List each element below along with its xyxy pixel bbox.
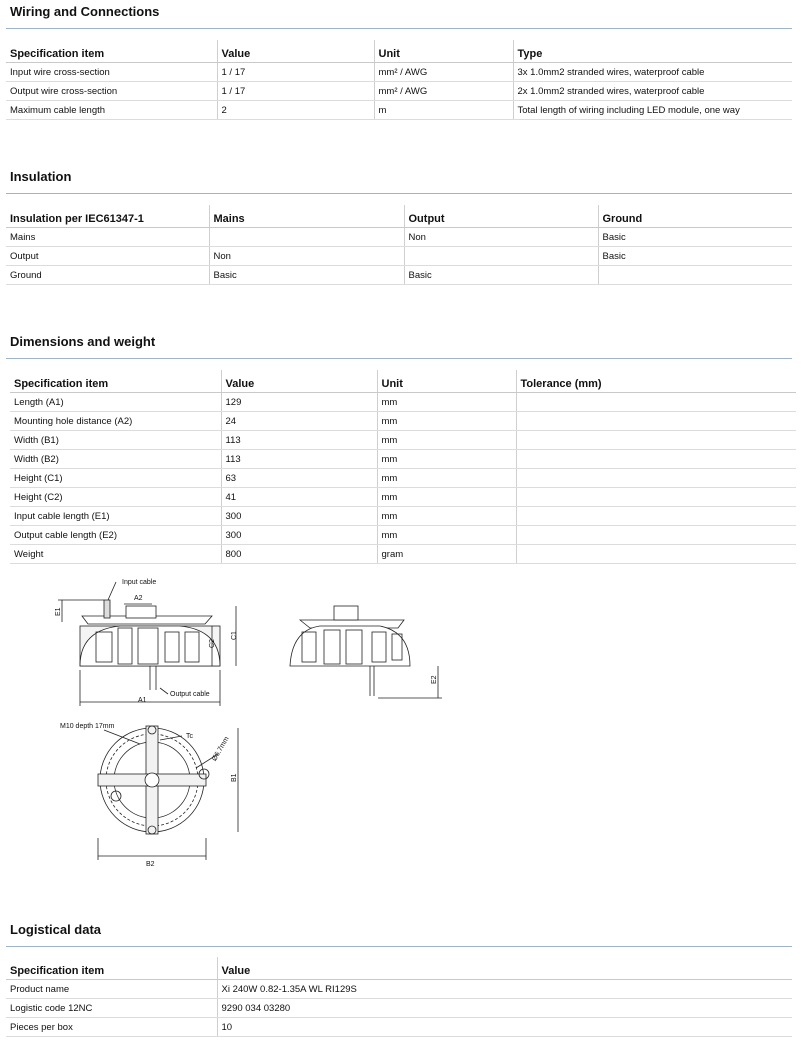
side-view-side: [290, 606, 442, 698]
wiring-title: Wiring and Connections: [10, 4, 160, 19]
table-cell: Maximum cable length: [6, 101, 217, 120]
table-cell: mm² / AWG: [374, 63, 513, 82]
table-cell: [516, 507, 796, 526]
table-cell: [404, 247, 598, 266]
table-header-row: [6, 40, 792, 63]
column-header: Type: [513, 40, 792, 63]
table-row: [6, 101, 792, 120]
table-header-row: [6, 205, 792, 228]
table-row: [6, 1018, 792, 1037]
logistical-table: [6, 957, 792, 1037]
table-cell: [516, 526, 796, 545]
column-header: Output: [404, 205, 598, 228]
column-header: Value: [217, 40, 374, 63]
table-header-row: [10, 370, 796, 393]
table-row: [10, 545, 796, 564]
table-cell: 9290 034 03280: [217, 999, 792, 1018]
label-e1: E1: [55, 607, 62, 616]
dimensions-title: Dimensions and weight: [10, 334, 156, 349]
label-c1: C1: [231, 631, 238, 640]
table-cell: 113: [221, 450, 377, 469]
table-cell: Xi 240W 0.82-1.35A WL RI129S: [217, 980, 792, 999]
table-cell: Output: [6, 247, 209, 266]
column-header: Specification item: [6, 957, 217, 980]
wiring-table: [6, 40, 792, 120]
label-b1: B1: [231, 773, 238, 782]
table-row: [6, 266, 792, 285]
table-cell: mm: [377, 488, 516, 507]
column-header: Insulation per IEC61347-1: [6, 205, 209, 228]
table-cell: Logistic code 12NC: [6, 999, 217, 1018]
table-cell: m: [374, 101, 513, 120]
table-cell: mm: [377, 412, 516, 431]
table-cell: Width (B2): [10, 450, 221, 469]
table-cell: Height (C1): [10, 469, 221, 488]
label-c2: C2: [209, 639, 216, 648]
table-cell: 300: [221, 526, 377, 545]
table-header-row: [6, 957, 792, 980]
column-header: Specification item: [6, 40, 217, 63]
table-row: [6, 999, 792, 1018]
label-diameter: Ø6.7mm: [211, 735, 231, 763]
table-cell: 63: [221, 469, 377, 488]
label-m10: M10 depth 17mm: [60, 723, 115, 730]
table-cell: Output wire cross-section: [6, 82, 217, 101]
label-output-cable: Output cable: [170, 691, 210, 698]
table-cell: Non: [209, 247, 404, 266]
table-cell: Height (C2): [10, 488, 221, 507]
logistical-divider: [6, 946, 792, 947]
table-cell: mm: [377, 393, 516, 412]
table-cell: Basic: [598, 247, 792, 266]
table-cell: 3x 1.0mm2 stranded wires, waterproof cable: [513, 63, 792, 82]
table-cell: 300: [221, 507, 377, 526]
column-header: Tolerance (mm): [516, 370, 796, 393]
table-cell: [209, 228, 404, 247]
label-tc: Tc: [186, 733, 193, 740]
column-header: Value: [217, 957, 792, 980]
column-header: Unit: [374, 40, 513, 63]
table-cell: [516, 488, 796, 507]
table-row: [10, 469, 796, 488]
column-header: Specification item: [10, 370, 221, 393]
table-cell: Basic: [598, 228, 792, 247]
dimensions-divider: [6, 358, 792, 359]
table-cell: mm: [377, 431, 516, 450]
column-header: Mains: [209, 205, 404, 228]
table-cell: 800: [221, 545, 377, 564]
table-row: [10, 526, 796, 545]
dimensions-table: [10, 370, 796, 564]
top-view: [98, 726, 238, 860]
table-cell: 10: [217, 1018, 792, 1037]
table-cell: Weight: [10, 545, 221, 564]
table-cell: Output cable length (E2): [10, 526, 221, 545]
table-cell: 129: [221, 393, 377, 412]
table-cell: [516, 393, 796, 412]
dimension-drawing: [0, 570, 480, 870]
table-cell: Ground: [6, 266, 209, 285]
table-cell: 2x 1.0mm2 stranded wires, waterproof cable: [513, 82, 792, 101]
column-header: Unit: [377, 370, 516, 393]
table-row: [6, 980, 792, 999]
table-cell: 2: [217, 101, 374, 120]
table-row: [6, 82, 792, 101]
table-cell: 1 / 17: [217, 82, 374, 101]
table-cell: 41: [221, 488, 377, 507]
table-cell: [516, 545, 796, 564]
table-cell: mm: [377, 450, 516, 469]
label-a1: A1: [138, 697, 147, 704]
label-b2: B2: [146, 861, 155, 868]
table-cell: mm: [377, 507, 516, 526]
table-cell: Non: [404, 228, 598, 247]
wiring-divider: [6, 28, 792, 29]
label-e2: E2: [431, 675, 438, 684]
column-header: Value: [221, 370, 377, 393]
table-row: [6, 228, 792, 247]
table-cell: Length (A1): [10, 393, 221, 412]
label-a2: A2: [134, 595, 143, 602]
table-cell: Input cable length (E1): [10, 507, 221, 526]
table-row: [10, 450, 796, 469]
table-row: [10, 431, 796, 450]
table-cell: [516, 412, 796, 431]
table-cell: 113: [221, 431, 377, 450]
table-row: [10, 507, 796, 526]
table-cell: mm² / AWG: [374, 82, 513, 101]
table-cell: Product name: [6, 980, 217, 999]
table-row: [6, 247, 792, 266]
table-cell: gram: [377, 545, 516, 564]
table-cell: Basic: [209, 266, 404, 285]
table-cell: Input wire cross-section: [6, 63, 217, 82]
table-cell: [516, 450, 796, 469]
table-row: [10, 412, 796, 431]
table-cell: Total length of wiring including LED module, one way: [513, 101, 792, 120]
table-row: [6, 63, 792, 82]
insulation-title: Insulation: [10, 169, 72, 184]
table-cell: Width (B1): [10, 431, 221, 450]
table-cell: Pieces per box: [6, 1018, 217, 1037]
table-cell: Mains: [6, 228, 209, 247]
table-row: [10, 488, 796, 507]
table-cell: Basic: [404, 266, 598, 285]
logistical-title: Logistical data: [10, 922, 102, 937]
table-cell: mm: [377, 526, 516, 545]
table-cell: [516, 431, 796, 450]
insulation-divider: [6, 193, 792, 194]
label-input-cable: Input cable: [122, 579, 157, 586]
insulation-table: [6, 205, 792, 285]
table-row: [10, 393, 796, 412]
table-cell: [598, 266, 792, 285]
table-cell: 1 / 17: [217, 63, 374, 82]
table-cell: 24: [221, 412, 377, 431]
column-header: Ground: [598, 205, 792, 228]
table-cell: [516, 469, 796, 488]
table-cell: Mounting hole distance (A2): [10, 412, 221, 431]
table-cell: mm: [377, 469, 516, 488]
